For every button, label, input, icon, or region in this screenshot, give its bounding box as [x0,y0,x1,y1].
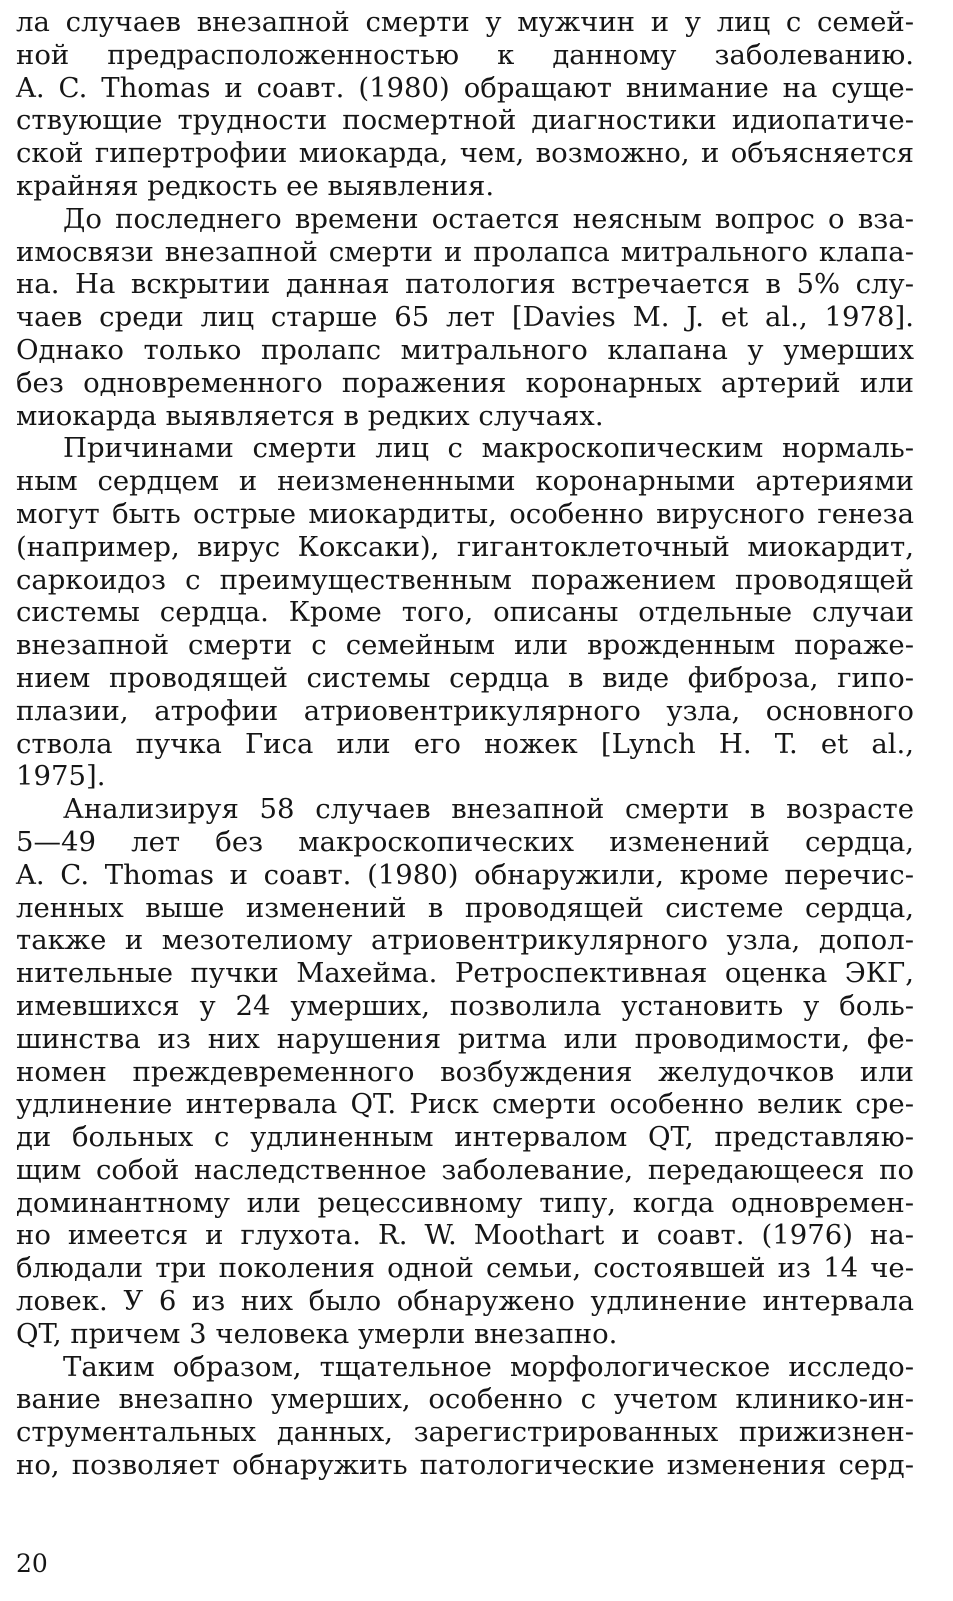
text-line: Причинами смерти лиц с макроскопическим нормаль- [63,432,914,465]
paragraph [16,432,914,793]
text-line: (например, вирус Коксаки), гигантоклеточный миокардит, [16,530,914,563]
paragraph [16,6,914,203]
paragraph [16,203,914,433]
text-line: ствующие трудности посмертной диагностики идиопатиче- [16,104,914,137]
text-line: но имеется и глухота. R. W. Moothart и соавт. (1976) на- [16,1219,914,1252]
paragraph [16,793,914,1351]
text-line: ным сердцем и неизмененными коронарными артериями [16,465,914,498]
text-line: внезапной смерти с семейным или врожденным пораже- [16,629,914,662]
text-line: ленных выше изменений в проводящей системе сердца, [16,891,914,924]
text-line: Анализируя 58 случаев внезапной смерти в возрасте [63,793,914,826]
page-text [16,6,914,1482]
text-line: ной предрасположенностью к данному заболеванию. [16,38,914,71]
text-line: номен преждевременного возбуждения желудочков или [16,1055,914,1088]
text-line: плазии, атрофии атриовентрикулярного узла, основного [16,694,914,727]
text-line: нительные пучки Махейма. Ретроспективная оценка ЭКГ, [16,957,914,990]
text-line: ла случаев внезапной смерти у мужчин и у лиц с семей- [16,6,914,38]
text-line: ди больных с удлиненным интервалом QT, представляю- [16,1121,914,1154]
text-line: доминантному или рецессивному типу, когда одновремен- [16,1186,914,1219]
text-line: щим собой наследственное заболевание, передающееся по [16,1153,914,1186]
text-line: удлинение интервала QT. Риск смерти особенно велик сре- [16,1088,914,1121]
text-line: чаев среди лиц старше 65 лет [Davies M. J. et al., 1978]. [16,301,914,334]
text-line: но, позволяет обнаружить патологические изменения серд- [16,1449,914,1482]
text-line: на. На вскрытии данная патология встречается в 5% слу- [16,268,914,301]
text-line: До последнего времени остается неясным вопрос о вза- [63,202,914,235]
text-line: миокарда выявляется в редких случаях. [16,399,604,432]
text-line: имосвязи внезапной смерти и пролапса митрального клапа- [16,235,914,268]
text-line: 1975]. [16,760,106,793]
text-line: могут быть острые миокардиты, особенно вирусного генеза [16,497,914,530]
text-line: A. C. Thomas и соавт. (1980) обращают внимание на суще- [16,71,914,104]
text-line: вание внезапно умерших, особенно с учетом клинико-ин- [16,1383,914,1416]
text-line: саркоидоз с преимущественным поражением проводящей [16,563,914,596]
text-line: блюдали три поколения одной семьи, состоявшей из 14 че- [16,1252,914,1285]
text-line: системы сердца. Кроме того, описаны отдельные случаи [16,596,914,629]
text-line: Однако только пролапс митрального клапана у умерших [16,333,914,366]
text-line: ской гипертрофии миокарда, чем, возможно, и объясняется [16,137,914,170]
text-line: имевшихся у 24 умерших, позволила установить у боль- [16,989,914,1022]
text-line: ствола пучка Гиса или его ножек [Lynch H. T. et al., [16,727,914,760]
text-line: струментальных данных, зарегистрированных прижизнен- [16,1416,914,1449]
text-line: QT, причем 3 человека умерли внезапно. [16,1317,618,1350]
text-line: крайняя редкость ее выявления. [16,169,495,202]
paragraph [16,1351,914,1482]
text-line: также и мезотелиому атриовентрикулярного узла, допол- [16,924,914,957]
text-line: Таким образом, тщательное морфологическое исследо- [63,1350,914,1383]
text-line: нием проводящей системы сердца в виде фиброза, гипо- [16,661,914,694]
text-line: 5—49 лет без макроскопических изменений сердца, [16,825,914,858]
page-number: 20 [16,1549,48,1578]
text-line: A. C. Thomas и соавт. (1980) обнаружили, кроме перечис- [16,858,914,891]
text-line: без одновременного поражения коронарных артерий или [16,366,914,399]
text-line: ловек. У 6 из них было обнаружено удлинение интервала [16,1285,914,1318]
text-line: шинства из них нарушения ритма или проводимости, фе- [16,1022,914,1055]
